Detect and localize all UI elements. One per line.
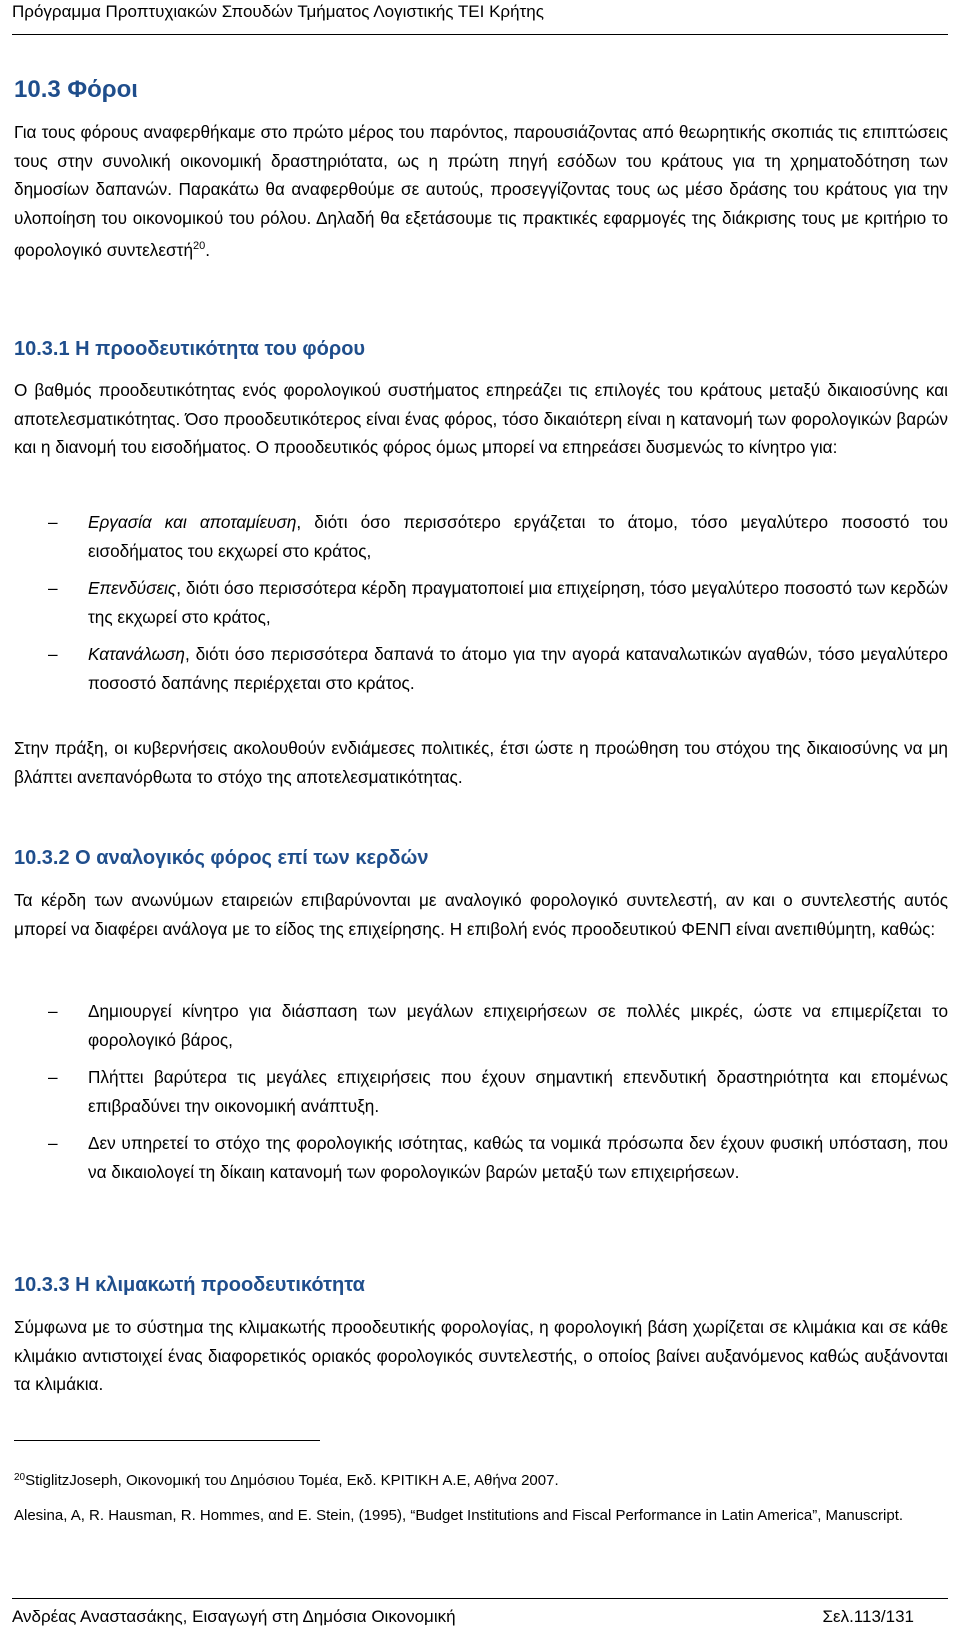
list-item [14, 574, 948, 631]
subsection-1-bullets [14, 508, 948, 706]
intro-text: Για τους φόρους αναφερθήκαμε στο πρώτο μέρος του παρόντος, παρουσιάζοντας από θεωρητικής σκοπιάς τις επιπτώσεις τους στην συνολική οικονομική δραστηριότατα, ως η πρώτη πηγή εσόδων του κράτους για τη χρηματοδότηση των δημοσίων δαπανών. Παρακάτω θα αναφερθούμε σε αυτούς, προσεγγίζοντας τους ως μέσο δράσης του κράτους για την υλοποίηση του οικονομικού του ρόλου. Δηλαδή θα εξετάσουμε τις πρακτικές εφαρμογές της διάκρισης τους με κριτήριο το φορολογικό συντελεστή [14, 122, 948, 260]
subsection-1-paragraph: Ο βαθμός προοδευτικότητας ενός φορολογικού συστήματος επηρεάζει τις επιλογές του κράτους μεταξύ δικαιοσύνης και αποτελεσματικότητας. Όσο προοδευτικότερος είναι ένας φόρος, τόσο δικαιότερη είναι η κατανομή των φορολογικών βαρών και η διανομή του εισοδήματος. Ο προοδευτικός φόρος όμως μπορεί να επηρεάσει δυσμενώς το κίνητρο για: [14, 380, 948, 457]
section-intro [14, 118, 948, 265]
footnote-number: 20 [14, 1472, 26, 1483]
footnote-divider [14, 1440, 320, 1441]
list-item [14, 508, 948, 565]
subsection-1-closing: Στην πράξη, οι κυβερνήσεις ακολουθούν ενδιάμεσες πολιτικές, έτσι ώστε η προώθηση του στόχου της δικαιοσύνης να μη βλάπτει ανεπανόρθωτα το στόχο της αποτελεσματικότητας. [14, 738, 948, 787]
list-item [14, 640, 948, 697]
footnote-ref[interactable]: 20 [193, 240, 206, 252]
section-title: 10.3 Φόροι [14, 76, 138, 103]
bullet-text: Πλήττει βαρύτερα τις μεγάλες επιχειρήσεις που έχουν σημαντική επενδυτική δραστηριότητα και επομένως επιβραδύνει την οικονομική ανάπτυξη. [88, 1067, 948, 1116]
intro-end: . [205, 240, 211, 260]
bullet-text: , διότι όσο περισσότερο εργάζεται το άτομο, τόσο μεγαλύτερο ποσοστό του εισοδήματος του εκχωρεί στο κράτος, [88, 512, 948, 561]
page-header [12, 0, 948, 35]
subsection-2-bullets [14, 997, 948, 1195]
list-item [14, 1129, 948, 1186]
subsection-2-title: 10.3.2 Ο αναλογικός φόρος επί των κερδών [14, 847, 429, 869]
dash-icon: – [48, 1133, 58, 1153]
bullet-text: , διότι όσο περισσότερα κέρδη πραγματοποιεί μια επιχείρηση, τόσο μεγαλύτερο ποσοστό των κερδών της εκχωρεί στο κράτος, [88, 578, 948, 627]
page-footer [12, 1598, 948, 1629]
footnote-2: Alesina, A, R. Hausman, R. Hommes, αnd E. Stein, (1995), “Budget Institutions and Fiscal Performance in Latin America”, Manuscript. [14, 1507, 904, 1524]
bullet-term: Κατανάλωση [88, 644, 185, 664]
list-item [14, 1063, 948, 1120]
bullet-term: Επενδύσεις [88, 578, 177, 598]
dash-icon: – [48, 1001, 58, 1021]
dash-icon: – [48, 1067, 58, 1087]
page-number: Σελ.113/131 [822, 1607, 914, 1626]
footer-author: Ανδρέας Αναστασάκης, Εισαγωγή στη Δημόσια Οικονομική [12, 1607, 456, 1626]
footnote-1 [14, 1466, 948, 1493]
dash-icon: – [48, 512, 58, 532]
list-item [14, 997, 948, 1054]
bullet-text: Δεν υπηρετεί το στόχο της φορολογικής ισότητας, καθώς τα νομικά πρόσωπα δεν έχουν φυσική υπόσταση, που να δικαιολογεί τη δίκαιη κατανομή των φορολογικών βαρών μεταξύ των επιχειρήσεων. [88, 1133, 948, 1182]
subsection-3-paragraph: Σύμφωνα με το σύστημα της κλιμακωτής προοδευτικής φορολογίας, η φορολογική βάση χωρίζεται σε κλιμάκια και σε κάθε κλιμάκιο αντιστοιχεί ένας διαφορετικός οριακός φορολογικός συντελεστής, ο οποίος βαίνει αυξανόμενος καθώς αυξάνονται τα κλιμάκια. [14, 1317, 948, 1394]
subsection-1-title: 10.3.1 Η προοδευτικότητα του φόρου [14, 338, 366, 360]
subsection-2-paragraph: Τα κέρδη των ανωνύμων εταιρειών επιβαρύνονται με αναλογικό φορολογικό συντελεστή, αν και ο συντελεστής αυτός μπορεί να διαφέρει ανάλογα με το είδος της επιχείρησης. Η επιβολή ενός προοδευτικού ΦΕΝΠ είναι ανεπιθύμητη, καθώς: [14, 890, 948, 939]
bullet-term: Εργασία και αποταμίευση [88, 512, 297, 532]
bullet-text: Δημιουργεί κίνητρο για διάσπαση των μεγάλων επιχειρήσεων σε πολλές μικρές, ώστε να επιμερίζεται το φορολογικό βάρος, [88, 1001, 948, 1050]
header-title: Πρόγραμμα Προπτυχιακών Σπουδών Τμήματος Λογιστικής ΤΕΙ Κρήτης [12, 2, 544, 21]
subsection-3-title: 10.3.3 Η κλιμακωτή προοδευτικότητα [14, 1274, 365, 1296]
dash-icon: – [48, 644, 58, 664]
dash-icon: – [48, 578, 58, 598]
bullet-text: , διότι όσο περισσότερα δαπανά το άτομο για την αγορά καταναλωτικών αγαθών, τόσο μεγαλύτερο ποσοστό δαπάνης περιέρχεται στο κράτος. [88, 644, 948, 693]
footnote-1-text: StiglitzJoseph, Οικονομική του Δημόσιου Τομέα, Εκδ. ΚΡΙΤΙΚΗ Α.Ε, Αθήνα 2007. [25, 1472, 559, 1489]
